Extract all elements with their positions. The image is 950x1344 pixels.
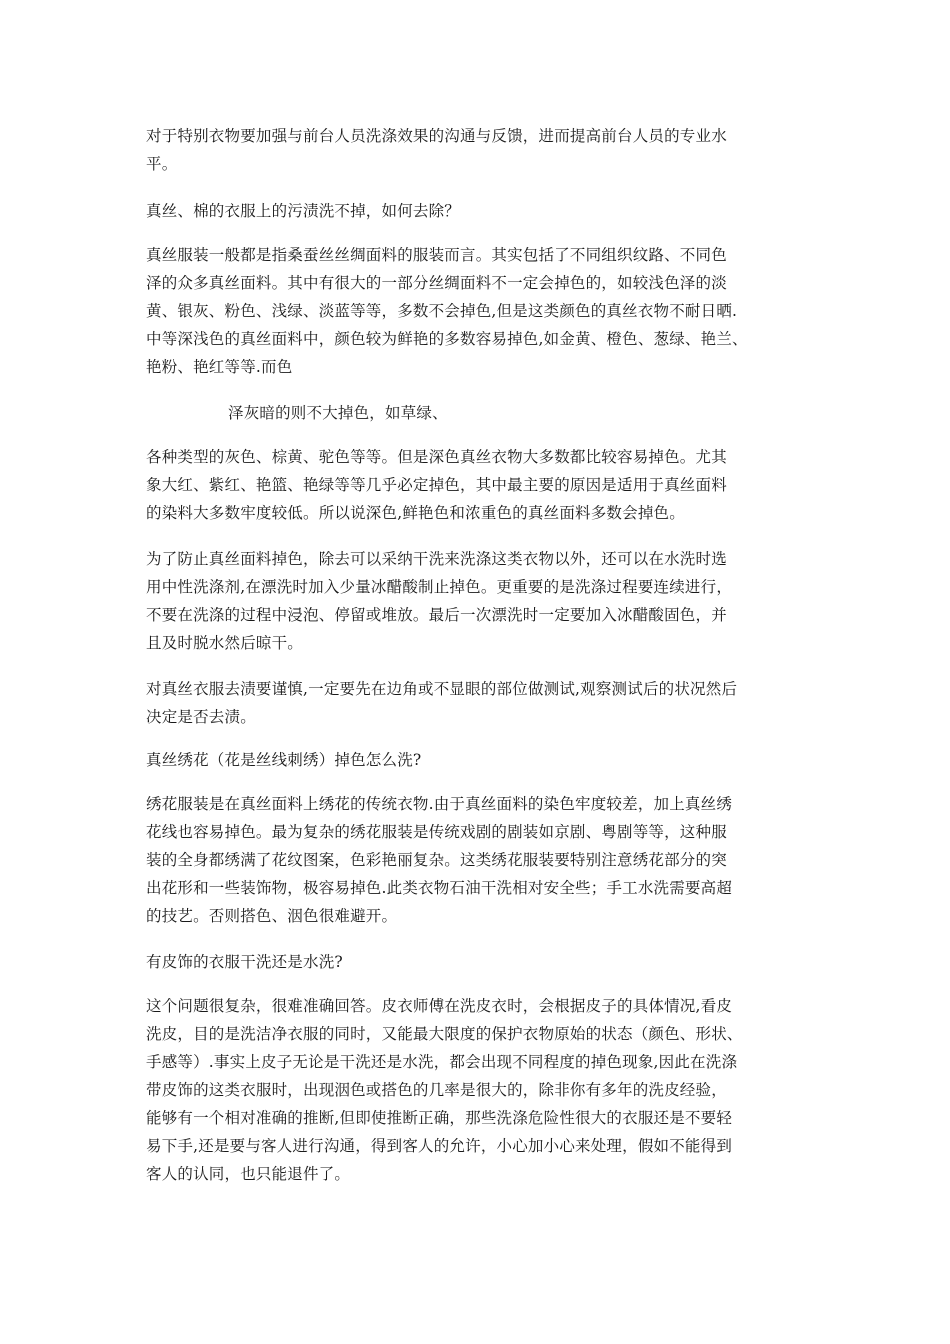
text-line: 手感等）.事实上皮子无论是干洗还是水洗，都会出现不同程度的掉色现象,因此在洗涤 (146, 1053, 738, 1071)
text-line: 对真丝衣服去渍要谨慎,一定要先在边角或不显眼的部位做测试,观察测试后的状况然后 (146, 680, 738, 698)
section-question (146, 197, 826, 225)
text-line: 花线也容易掉色。最为复杂的绣花服装是传统戏剧的剧装如京剧、粤剧等等，这种服 (146, 823, 727, 841)
text-line: 易下手,还是要与客人进行沟通，得到客人的允许，小心加小心来处理，假如不能得到 (146, 1137, 733, 1155)
section-question (146, 948, 826, 976)
text-line: 平。 (146, 155, 178, 173)
text-line: 的染料大多数牢度较低。所以说深色,鲜艳色和浓重色的真丝面料多数会掉色。 (146, 504, 685, 522)
text-line: 中等深浅色的真丝面料中，颜色较为鲜艳的多数容易掉色,如金黄、橙色、葱绿、艳兰、 (146, 330, 748, 348)
text-line: 艳粉、艳红等等.而色 (146, 358, 293, 376)
text-line: 的技艺。否则搭色、洇色很难避开。 (146, 907, 398, 925)
text-line: 各种类型的灰色、棕黄、驼色等等。但是深色真丝衣物大多数都比较容易掉色。尤其 (146, 448, 727, 466)
paragraph (146, 443, 826, 527)
paragraph (146, 675, 826, 731)
paragraph (146, 241, 826, 381)
section-question (146, 746, 826, 774)
text-line: 泽灰暗的则不大掉色，如草绿、 (228, 404, 448, 422)
text-line: 用中性洗涤剂,在漂洗时加入少量冰醋酸制止掉色。更重要的是洗涤过程要连续进行， (146, 578, 733, 596)
text-line: 真丝、棉的衣服上的污渍洗不掉，如何去除？ (146, 202, 461, 220)
text-line: 绣花服装是在真丝面料上绣花的传统衣物.由于真丝面料的染色牢度较差，加上真丝绣 (146, 795, 733, 813)
paragraph (146, 790, 826, 930)
text-line: 为了防止真丝面料掉色，除去可以采纳干洗来洗涤这类衣物以外，还可以在水洗时选 (146, 550, 727, 568)
text-line: 带皮饰的这类衣服时，出现洇色或搭色的几率是很大的，除非你有多年的洗皮经验， (146, 1081, 727, 1099)
paragraph (146, 545, 826, 657)
text-line: 真丝绣花（花是丝线刺绣）掉色怎么洗? (146, 751, 422, 769)
text-line: 客人的认同，也只能退件了。 (146, 1165, 351, 1183)
text-line: 黄、银灰、粉色、浅绿、淡蓝等等，多数不会掉色,但是这类颜色的真丝衣物不耐日晒. (146, 302, 738, 320)
text-line: 出花形和一些装饰物，极容易掉色.此类衣物石油干洗相对安全些；手工水洗需要高超 (146, 879, 733, 897)
paragraph-indented (228, 399, 828, 427)
text-line: 象大红、紫红、艳篮、艳绿等等几乎必定掉色，其中最主要的原因是适用于真丝面料 (146, 476, 727, 494)
text-line: 装的全身都绣满了花纹图案，色彩艳丽复杂。这类绣花服装要特别注意绣花部分的突 (146, 851, 727, 869)
text-line: 真丝服装一般都是指桑蚕丝丝绸面料的服装而言。其实包括了不同组织纹路、不同色 (146, 246, 727, 264)
paragraph (146, 122, 826, 178)
text-line: 能够有一个相对准确的推断,但即使推断正确，那些洗涤危险性很大的衣服还是不要轻 (146, 1109, 733, 1127)
text-line: 决定是否去渍。 (146, 708, 256, 726)
text-line: 洗皮，目的是洗洁净衣服的同时，又能最大限度的保护衣物原始的状态（颜色、形状、 (146, 1025, 743, 1043)
text-line: 有皮饰的衣服干洗还是水洗? (146, 953, 343, 971)
text-line: 且及时脱水然后晾干。 (146, 634, 304, 652)
text-line: 对于特别衣物要加强与前台人员洗涤效果的沟通与反馈，进而提高前台人员的专业水 (146, 127, 727, 145)
text-line: 这个问题很复杂，很难准确回答。皮衣师傅在洗皮衣时，会根据皮子的具体情况,看皮 (146, 997, 733, 1015)
text-line: 不要在洗涤的过程中浸泡、停留或堆放。最后一次漂洗时一定要加入冰醋酸固色，并 (146, 606, 727, 624)
paragraph (146, 992, 826, 1188)
text-line: 泽的众多真丝面料。其中有很大的一部分丝绸面料不一定会掉色的，如较浅色泽的淡 (146, 274, 727, 292)
